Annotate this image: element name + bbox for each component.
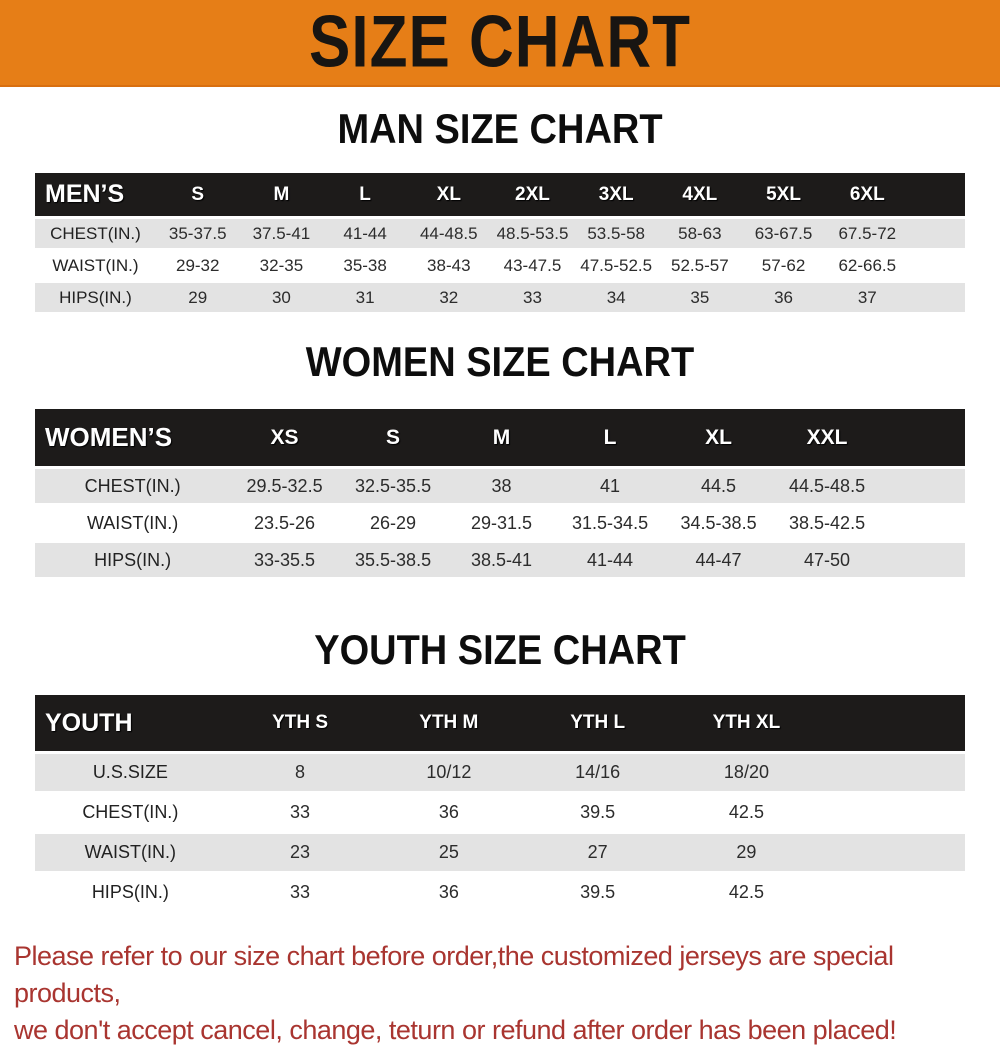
column-header: 4XL [658, 173, 742, 216]
column-header: L [556, 409, 665, 466]
cell-value: 57-62 [761, 255, 806, 275]
row-label: WAIST(IN.) [86, 512, 179, 533]
section-women [0, 341, 1000, 580]
cell-value: 8 [295, 762, 306, 782]
cell-value: 36 [438, 802, 459, 822]
cell-value: 44.5 [701, 475, 737, 496]
cell-value: 29 [736, 842, 757, 862]
cell-value: 29-32 [175, 255, 220, 275]
cell-value: 44-48.5 [419, 223, 478, 243]
section-title-women: WOMEN SIZE CHART [305, 339, 695, 387]
column-header: S [156, 173, 240, 216]
banner [0, 0, 1000, 87]
row-filler [821, 794, 965, 831]
cell-value: 67.5-72 [838, 223, 897, 243]
cell-value: 32 [439, 287, 459, 307]
column-header: XS [230, 409, 339, 466]
cell-value: 10/12 [426, 762, 472, 782]
cell-value: 48.5-53.5 [496, 223, 569, 243]
column-header: M [447, 409, 556, 466]
row-filler [881, 469, 965, 503]
cell-value: 43-47.5 [503, 255, 562, 275]
cell-value: 26-29 [370, 512, 417, 533]
column-header: XL [407, 173, 491, 216]
cell-value: 29 [188, 287, 208, 307]
cell-value: 37 [857, 287, 877, 307]
table-row [35, 506, 965, 540]
row-filler [909, 219, 965, 248]
cell-value: 38.5-41 [471, 549, 533, 570]
section-title-men: MAN SIZE CHART [337, 106, 663, 154]
header-filler [881, 409, 965, 466]
table-row [35, 543, 965, 577]
column-header: YTH S [226, 695, 375, 751]
column-header: M [240, 173, 324, 216]
cell-value: 32.5-35.5 [355, 475, 432, 496]
row-filler [881, 506, 965, 540]
cell-value: 18/20 [723, 762, 769, 782]
cell-value: 39.5 [580, 882, 616, 902]
row-label: HIPS(IN.) [59, 287, 132, 307]
cell-value: 35-37.5 [168, 223, 227, 243]
cell-value: 35-38 [343, 255, 387, 275]
cell-value: 62-66.5 [838, 255, 897, 275]
cell-value: 23.5-26 [254, 512, 316, 533]
column-header: 6XL [825, 173, 909, 216]
cell-value: 35 [690, 287, 710, 307]
table-row [35, 283, 965, 312]
row-label: HIPS(IN.) [94, 549, 172, 570]
row-filler [821, 834, 965, 871]
cell-value: 23 [290, 842, 311, 862]
cell-value: 14/16 [575, 762, 621, 782]
row-filler [821, 874, 965, 911]
cell-value: 53.5-58 [587, 223, 645, 243]
footer-note [0, 938, 1000, 1049]
column-header: YTH XL [672, 695, 821, 751]
cell-value: 34 [606, 287, 626, 307]
section-title-youth: YOUTH SIZE CHART [314, 627, 686, 675]
cell-value: 31.5-34.5 [572, 512, 649, 533]
table-row [35, 251, 965, 280]
cell-value: 44-47 [695, 549, 742, 570]
table-row [35, 219, 965, 248]
cell-value: 38.5-42.5 [789, 512, 866, 533]
row-filler [821, 754, 965, 791]
cell-value: 29.5-32.5 [246, 475, 323, 496]
row-label: CHEST(IN.) [82, 802, 179, 822]
table-header-label: YOUTH [35, 695, 226, 751]
banner-title: SIZE CHART [309, 1, 691, 84]
cell-value: 33 [290, 802, 311, 822]
women-size-table [35, 406, 965, 580]
cell-value: 36 [438, 882, 459, 902]
cell-value: 42.5 [728, 882, 764, 902]
column-header: S [339, 409, 448, 466]
table-row [35, 834, 965, 871]
row-label: WAIST(IN.) [84, 842, 176, 862]
cell-value: 39.5 [580, 802, 616, 822]
row-label: U.S.SIZE [92, 762, 168, 782]
row-label: WAIST(IN.) [52, 255, 139, 275]
row-filler [909, 251, 965, 280]
column-header: 5XL [742, 173, 826, 216]
table-header-row [35, 695, 965, 751]
cell-value: 52.5-57 [671, 255, 729, 275]
section-men [0, 108, 1000, 315]
cell-value: 47-50 [804, 549, 851, 570]
cell-value: 38-43 [427, 255, 471, 275]
column-header: 3XL [574, 173, 658, 216]
cell-value: 33-35.5 [254, 549, 316, 570]
cell-value: 32-35 [259, 255, 304, 275]
cell-value: 47.5-52.5 [580, 255, 653, 275]
row-filler [909, 283, 965, 312]
cell-value: 38 [491, 475, 512, 496]
header-filler [821, 695, 965, 751]
cell-value: 44.5-48.5 [789, 475, 866, 496]
column-header: XXL [773, 409, 882, 466]
cell-value: 58-63 [678, 223, 722, 243]
cell-value: 63-67.5 [754, 223, 813, 243]
column-header: L [323, 173, 407, 216]
table-row [35, 469, 965, 503]
cell-value: 31 [355, 287, 375, 307]
cell-value: 41 [600, 475, 621, 496]
cell-value: 41-44 [343, 223, 387, 243]
row-label: HIPS(IN.) [91, 882, 169, 902]
cell-value: 36 [774, 287, 793, 307]
table-row [35, 754, 965, 791]
cell-value: 34.5-38.5 [680, 512, 757, 533]
column-header: YTH L [523, 695, 672, 751]
row-label: CHEST(IN.) [50, 223, 141, 243]
section-youth [0, 629, 1000, 914]
table-header-row [35, 409, 965, 466]
footer-line-2: we don't accept cancel, change, teturn or refund after order has been placed! [14, 1015, 897, 1045]
table-header-row [35, 173, 965, 216]
cell-value: 29-31.5 [471, 512, 533, 533]
cell-value: 35.5-38.5 [355, 549, 432, 570]
column-header: XL [664, 409, 773, 466]
cell-value: 25 [438, 842, 459, 862]
footer-line-1: Please refer to our size chart before order,the customized jerseys are special products, [14, 941, 894, 1008]
cell-value: 27 [587, 842, 608, 862]
column-header: 2XL [491, 173, 575, 216]
cell-value: 33 [523, 287, 542, 307]
table-row [35, 794, 965, 831]
youth-size-table [35, 692, 965, 914]
row-label: CHEST(IN.) [84, 475, 181, 496]
cell-value: 30 [271, 287, 291, 307]
cell-value: 37.5-41 [252, 223, 311, 243]
cell-value: 41-44 [587, 549, 634, 570]
row-filler [881, 543, 965, 577]
table-header-label: WOMEN’S [35, 409, 230, 466]
cell-value: 42.5 [728, 802, 764, 822]
column-header: YTH M [374, 695, 523, 751]
table-header-label: MEN’S [35, 173, 156, 216]
cell-value: 33 [290, 882, 311, 902]
men-size-table [35, 170, 965, 315]
header-filler [909, 173, 965, 216]
table-row [35, 874, 965, 911]
